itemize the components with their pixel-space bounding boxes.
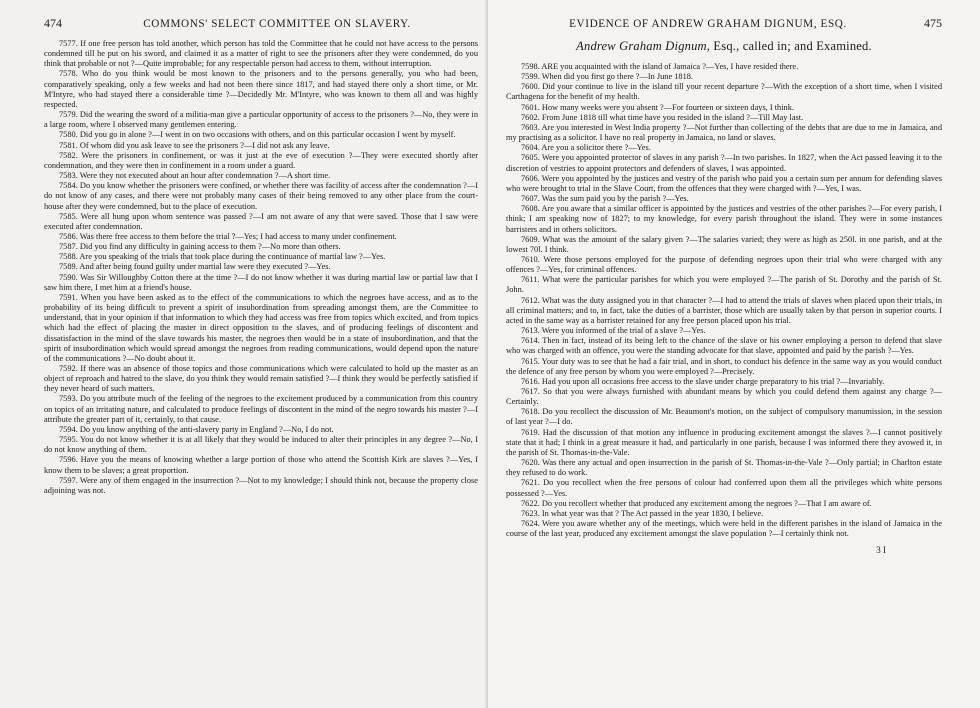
question-paragraph: 7615. Your duty was to see that he had a fair trial, and in short, to conduct his defence in the same way as you would conduct the defence of any free person by whom you were employed ?—Precisely.	[506, 356, 942, 376]
question-paragraph: 7580. Did you go in alone ?—I went in on two occasions with others, and on this particular occasion I went by myself.	[59, 130, 456, 140]
question-paragraph: 7604. Are you a solicitor there ?—Yes.	[521, 143, 651, 153]
question-paragraph: 7603. Are you interested in West India property ?—Not further than collecting of the debts that are due to me in Jamaica, and my practising as a solicitor. I have no real property in Jamaica, no land or slaves.	[506, 122, 942, 143]
witness-name: Andrew Graham Dignum,	[576, 39, 711, 53]
question-paragraph: 7620. Was there any actual and open insurrection in the parish of St. Thomas-in-the-Vale ?—Only partial; in Charlton estate they refused to do work.	[506, 458, 942, 478]
question-paragraph: 7608. Are you aware that a similar officer is appointed by the justices and vestries of the other parishes ?—For every parish, I think; I am speaking now of 1827; to my knowledge, for every parish throughout the island. They were in some instances barristers and in others solicitors.	[506, 204, 942, 234]
question-paragraph: 7605. Were you appointed protector of slaves in any parish ?—In two parishes. In 1827, when the Act passed leaving it to the discretion of vestries to appoint protectors and defenders of slaves, I was appointed.	[506, 153, 942, 173]
question-paragraph: 7614. Then in fact, instead of its being left to the chance of the slave or his owner employing a person to defend that slave who was charged with an offence, you were the standing advocate for that slave, appointed and paid by the parish ?—Yes.	[506, 336, 942, 356]
question-paragraph: 7581. Of whom did you ask leave to see the prisoners ?—I did not ask any leave.	[59, 140, 330, 150]
witness-called-in: Esq., called in; and Examined.	[710, 39, 872, 53]
question-paragraph: 7591. When you have been asked as to the effect of the communications to which the negroes have access, and as to the probability of its being difficult to prevent a spirit of insubordination from spreading amongst them, are the Committee to understand, that in your opinion if that information to which they had access was free from topics which excited, and from topics which had the effect of placing the master in direct opposition to the slaves, and of producing feelings of discontent and dissatisfaction in the mind of the slave towards his master, the negroes then would be in a state of insubordination, and that the spirit of insubordination which would spread amongst the negroes from reading communications, would depend upon the nature of the communications ?—No doubt about it.	[44, 292, 478, 363]
question-paragraph: 7617. So that you were always furnished with abundant means by which you could defend them against any charge ?—Certainly.	[506, 387, 942, 407]
question-paragraph: 7585. Were all hung upon whom sentence was passed ?—I am not aware of any that were saved. Those that I saw were executed after condemnation.	[44, 211, 478, 231]
question-paragraph: 7593. Do you attribute much of the feeling of the negroes to the excitement produced by a communication from this country on topics of an irritating nature, and calculated to produce feelings of discontent in the mind of the negro towards his master ?—I attribute the greater part of it, certainly, to that cause.	[44, 394, 478, 424]
question-paragraph: 7597. Were any of them engaged in the insurrection ?—Not to my knowledge; I should think not, because the property close adjoining was not.	[44, 475, 478, 495]
right-running-head	[506, 16, 942, 31]
question-paragraph: 7594. Do you know anything of the anti-slavery party in England ?—No, I do not.	[59, 424, 334, 434]
left-running-head	[44, 16, 478, 31]
question-paragraph: 7607. Was the sum paid you by the parish ?—Yes.	[521, 194, 689, 204]
question-paragraph: 7579. Did the wearing the sword of a militia-man give a particular opportunity of access to the prisoners ?—No, they were in a large room, where I observed many gentlemen entering.	[44, 110, 478, 130]
question-paragraph: 7622. Do you recollect whether that produced any excitement among the negroes ?—That I am aware of.	[521, 498, 872, 508]
right-page-body	[506, 62, 942, 539]
question-paragraph: 7624. Were you aware whether any of the meetings, which were held in the different parishes in the island of Jamaica in the course of the last year, produced any excitement amongst the slave population ?—I certainly think not.	[506, 519, 942, 539]
question-paragraph: 7611. What were the particular parishes for which you were employed ?—The parish of St. Dorothy and the parish of St. John.	[506, 275, 942, 295]
question-paragraph: 7595. You do not know whether it is at all likely that they would be induced to alter their principles in any degree ?—No, I do not know anything of them.	[44, 435, 478, 455]
left-page-number: 474	[44, 16, 62, 30]
question-paragraph: 7616. Had you upon all occasions free access to the slave under charge preparatory to his trial ?—Invariably.	[521, 376, 885, 386]
question-paragraph: 7588. Are you speaking of the trials that took place during the continuance of martial law ?—Yes.	[59, 252, 386, 262]
question-paragraph: 7618. Do you recollect the discussion of Mr. Beaumont's motion, on the subject of compulsory manumission, in the session of last year ?—I do.	[506, 407, 942, 427]
question-paragraph: 7582. Were the prisoners in confinement, or was it just at the eve of execution ?—They were executed shortly after condemnation, and they were then in confinement in a room under a guard.	[44, 150, 478, 170]
question-paragraph: 7578. Who do you think would be most known to the prisoners and to the persons generally, you who had been, comparatively speaking, only a few weeks and had not been there since 1817, and had stayed there only a short time, or Mr. M'Intyre, who had stayed there a considerable time ?—Decidedly Mr. M'Intyre, who was known to them all and was highly respected.	[44, 69, 478, 109]
right-page-number: 475	[924, 16, 942, 30]
question-paragraph: 7602. From June 1818 till what time have you resided in the island ?—Till May last.	[521, 112, 804, 122]
question-paragraph: 7592. If there was an absence of those topics and those communications which were calculated to hold up the master as an object of reproach and hatred to the slave, do you think they would remain satisfied ?—I think they would be perfectly satisfied if they never heard of such matters.	[44, 364, 478, 394]
question-paragraph: 7610. Were those persons employed for the purpose of defending negroes upon their trial who were charged with any offences ?—Yes, for criminal offences.	[506, 254, 942, 275]
question-paragraph: 7590. Was Sir Willoughby Cotton there at the time ?—I do not know whether it was during martial law or partial law that I saw him there, I met him at a friend's house.	[44, 272, 478, 292]
question-paragraph: 7613. Were you informed of the trial of a slave ?—Yes.	[521, 326, 706, 336]
question-paragraph: 7586. Was there free access to them before the trial ?—Yes; I had access to many under confinement.	[59, 231, 397, 241]
question-paragraph: 7589. And after being found guilty under martial law were they executed ?—Yes.	[59, 262, 331, 272]
question-paragraph: 7606. Were you appointed by the justices and vestry of the parish who paid you a certain sum per annum for defending slaves who were brought to trial in the Slave Court, from the offences that they were charged with ?—Yes, I was.	[506, 173, 942, 193]
left-page-body	[44, 39, 478, 496]
right-page	[488, 0, 980, 708]
question-paragraph: 7609. What was the amount of the salary given ?—The salaries varied; they were as high as 250l. in one parish, and at the lowest 70l. I think.	[506, 234, 942, 254]
question-paragraph: 7619. Had the discussion of that motion any influence in producing excitement amongst the slaves ?—I cannot positively state that it had; I think in a great measure it had, and particularly in one parish, because I was informed there they avowed it, in the parish of St. Thomas-in-the-Vale.	[506, 427, 942, 457]
question-paragraph: 7600. Did your continue to live in the island till your recent departure ?—With the exception of a short time, when I visited Carthagena for the benefit of my health.	[506, 82, 942, 102]
question-paragraph: 7587. Did you find any difficulty in gaining access to them ?—No more than others.	[59, 242, 341, 252]
question-paragraph: 7583. Were they not executed about an hour after condemnation ?—A short time.	[59, 171, 331, 181]
signature-mark: 3 I	[876, 545, 886, 556]
question-paragraph: 7598. ARE you acquainted with the island of Jamaica ?—Yes, I have resided there.	[521, 62, 799, 71]
question-paragraph: 7596. Have you the means of knowing whether a large portion of those who attend the Scottish Kirk are slaves ?—Yes, I know them to be slaves; a great proportion.	[44, 455, 478, 475]
left-page	[0, 0, 488, 708]
question-paragraph: 7612. What was the duty assigned you in that character ?—I had to attend the trials of slaves when placed upon their trials, in all criminal matters; and to, in fact, take the duties of a barrister, those which are usually taken by that person in superior courts. I acted in the same way as a barrister retained for any free person placed upon his trial.	[506, 295, 942, 325]
right-running-title: EVIDENCE OF ANDREW GRAHAM DIGNUM, ESQ.	[569, 18, 847, 30]
question-paragraph: 7601. How many weeks were you absent ?—For fourteen or sixteen days, I think.	[521, 102, 794, 112]
witness-heading	[506, 39, 942, 54]
question-paragraph: 7621. Do you recollect when the free persons of colour had conferred upon them all the privileges which white persons possessed ?—Yes.	[506, 478, 942, 498]
question-paragraph: 7584. Do you know whether the prisoners were confined, or whether there was facility of access after the condemnation ?—I do not know of any cases, and there were not probably many cases of their being removed to any other place from the court-house after they were condemned, but to the place of execution.	[44, 181, 478, 211]
question-paragraph: 7623. In what year was that ? The Act passed in the year 1830, I believe.	[521, 508, 764, 518]
left-running-title: COMMONS' SELECT COMMITTEE ON SLAVERY.	[143, 18, 411, 30]
question-paragraph: 7599. When did you first go there ?—In June 1818.	[521, 72, 694, 82]
question-paragraph: 7577. If one free person has told another, which person has told the Committee that he could not have access to the persons condemned till he put on his sword, and claimed it as a matter of right to see the prisoners after they were condemned, do you think that probable or not ?—Quite improbable; for any respectable person had access to them, without interruption.	[44, 39, 478, 69]
